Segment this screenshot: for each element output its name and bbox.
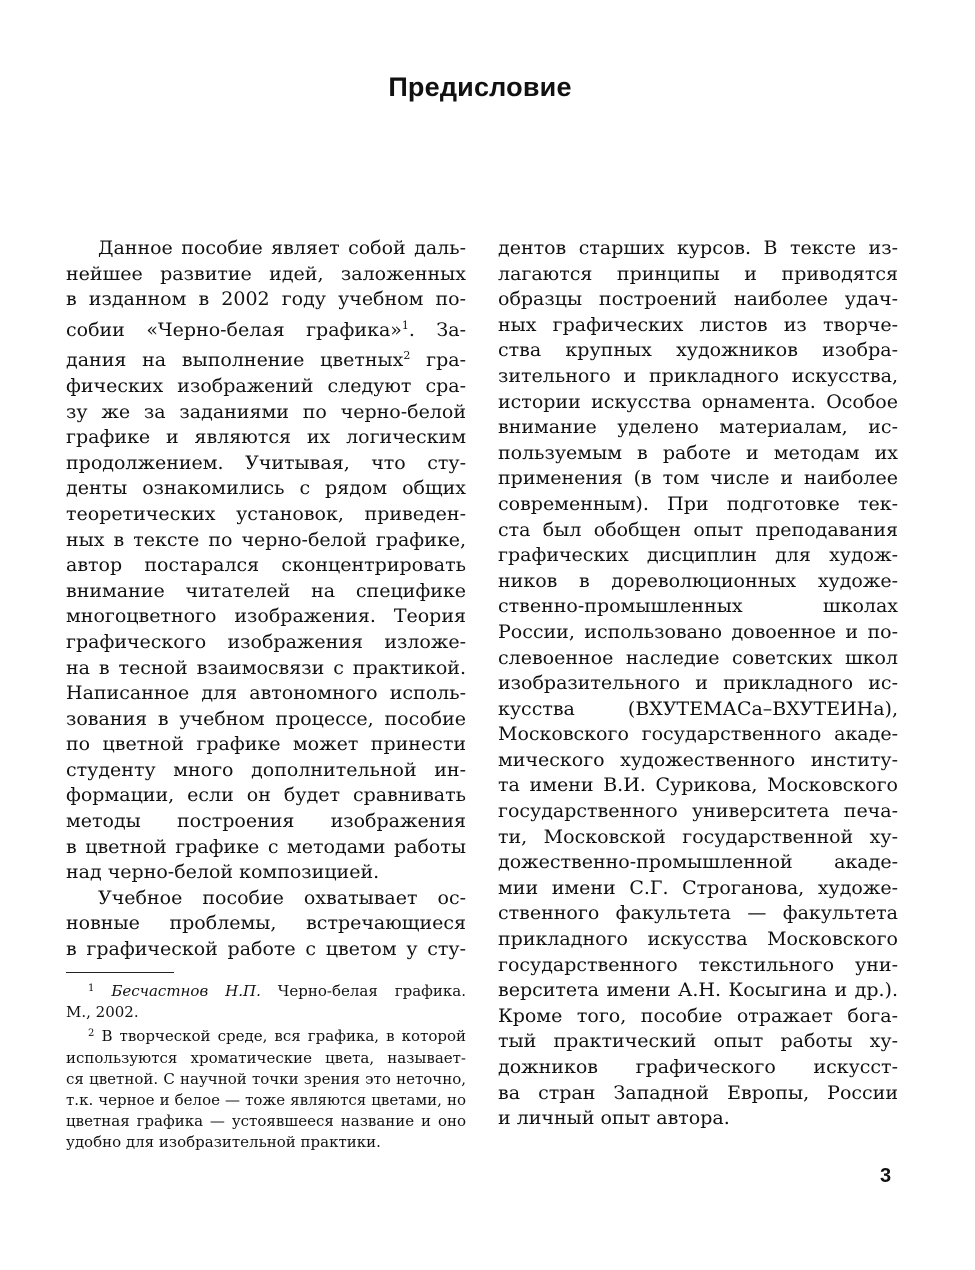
text-line: прикладного искусства Московского [498, 928, 898, 951]
page-title: Предисловие [388, 72, 572, 102]
footnote-divider [66, 972, 174, 973]
text-line: автор постарался сконцентрировать [66, 554, 466, 577]
text-line: применения (в том числе и наиболее [498, 467, 898, 490]
text-line: по цветной графике может принести [66, 733, 466, 756]
text-line: Написанное для автономного исполь- [66, 682, 466, 705]
text-line: денты ознакомились с рядом общих [66, 477, 466, 500]
text-line: нейшее развитие идей, заложенных [66, 262, 466, 285]
text-line: изобразительного и прикладного ис- [498, 672, 898, 695]
text-line: графике и являются их логическим [66, 426, 466, 449]
left-column [66, 236, 466, 963]
text-line: образцы построений наиболее удач- [498, 288, 898, 311]
text-line: тый практический опыт работы ху- [498, 1030, 898, 1053]
text-line: ти, Московской государственной ху- [498, 825, 898, 848]
footnote-line: используются хроматические цвета, называет- [66, 1048, 466, 1067]
text-line: лагаются принципы и приводятся [498, 262, 898, 285]
text-line: формации, если он будет сравнивать [66, 784, 466, 807]
text-line: зу же за заданиями по черно-белой [66, 400, 466, 423]
footnote-2-text: В творческой среде, вся графика, в которой [101, 1027, 466, 1046]
text-line: дожников графического искусст- [498, 1056, 898, 1078]
text-line: ства крупных художников изобра- [498, 339, 898, 362]
text-line: внимание уделено материалам, ис- [498, 416, 898, 439]
text-line: истории искусства орнамента. Особое [498, 390, 898, 413]
page-number: 3 [880, 1165, 892, 1187]
footnote-line: ся цветной. С научной точки зрения это неточно, [66, 1069, 466, 1088]
text-line: графического изображения изложе- [66, 630, 466, 653]
text-line: ственного факультета — факультета [498, 902, 898, 925]
footnote-line: удобно для изобразительной практики. [66, 1133, 381, 1152]
text-fragment: . За- [408, 318, 466, 341]
text-line: мии имени С.Г. Строганова, художе- [498, 876, 898, 899]
text-line: Московского государственного акаде- [498, 723, 898, 746]
text-line: студенту много дополнительной ин- [66, 758, 466, 781]
text-line: зования в учебном процессе, пособие [66, 707, 466, 730]
text-line: многоцветного изображения. Теория [66, 605, 466, 628]
text-line: России, использовано довоенное и по- [498, 620, 898, 643]
text-line: ных графических листов из творче- [498, 313, 898, 336]
text-line: Учебное пособие охватывает ос- [98, 886, 466, 909]
text-line: верситета имени А.Н. Косыгина и др.). [498, 979, 898, 1002]
text-line: в цветной графике с методами работы [66, 835, 466, 858]
text-line-with-footnote-ref [66, 313, 466, 344]
text-line: внимание читателей на специфике [66, 579, 466, 602]
text-line: над черно-белой композицией. [66, 861, 380, 884]
text-line: методы построения изображения [66, 810, 466, 833]
text-line: ста был обобщен опыт преподавания [498, 518, 898, 541]
text-line: ственно-промышленных школах [498, 595, 898, 618]
footnote-2-mark: 2 [88, 1028, 95, 1040]
text-line: современным). При подготовке тек- [498, 492, 898, 515]
text-line: на в тесной взаимосвязи с практикой. [66, 656, 466, 679]
text-line: продолжением. Учитывая, что сту- [66, 451, 466, 474]
footnote-1-mark: 1 [88, 983, 95, 994]
text-line: слевоенное наследие советских школ [498, 646, 898, 669]
text-line: ников в дореволюционных художе- [498, 569, 898, 592]
right-column [498, 236, 898, 1132]
footnote-1-text: Черно-белая графика. [260, 982, 466, 1000]
footnote-line: цветная графика — устоявшееся название и оно [66, 1112, 466, 1131]
footnote-1-line2: М., 2002. [66, 1003, 139, 1022]
text-line: зительного и прикладного искусства, [498, 364, 898, 387]
text-line: Данное пособие являет собой даль- [98, 237, 466, 259]
footnote-ref-1[interactable]: 1 [401, 318, 409, 332]
text-line: государственного текстильного уни- [498, 953, 898, 976]
text-line: Кроме того, пособие отражает бога- [498, 1004, 898, 1027]
text-line: дентов старших курсов. В тексте из- [498, 237, 898, 259]
text-line: мического художественного институ- [498, 748, 898, 771]
text-line: пользуемым в работе и методам их [498, 441, 898, 464]
text-fragment: собии «Черно-белая графика» [66, 318, 402, 341]
text-fragment: гра- [410, 349, 466, 372]
footnote-1-author: Бесчастнов Н.П. [111, 982, 261, 1000]
text-line: государственного университета печа- [498, 800, 898, 823]
text-line: фических изображений следуют сра- [66, 374, 466, 397]
text-line: дожественно-промышленной акаде- [498, 851, 898, 874]
text-line: в изданном в 2002 году учебном по- [66, 288, 466, 311]
text-line: та имени В.И. Сурикова, Московского [498, 774, 898, 797]
text-line: теоретических установок, приведен- [66, 502, 466, 525]
text-line: и личный опыт автора. [498, 1107, 730, 1130]
footnotes [66, 978, 466, 1154]
text-line-with-footnote-ref [66, 343, 466, 374]
footnote-line: т.к. черное и белое — тоже являются цветами, но [66, 1091, 466, 1110]
text-line: ных в тексте по черно-белой графике, [66, 528, 466, 551]
text-line: ва стран Западной Европы, России [498, 1081, 898, 1104]
text-line: кусства (ВХУТЕМАСа–ВХУТЕИНа), [498, 697, 898, 720]
text-line: новные проблемы, встречающиеся [66, 912, 466, 935]
text-line: в графической работе с цветом у сту- [66, 938, 466, 961]
footnote-1 [66, 978, 466, 1002]
footnote-ref-2[interactable]: 2 [403, 349, 411, 363]
text-fragment: дания на выполнение цветных [66, 349, 404, 372]
footnote-2 [66, 1023, 466, 1047]
text-line: графических дисциплин для худож- [498, 544, 898, 567]
